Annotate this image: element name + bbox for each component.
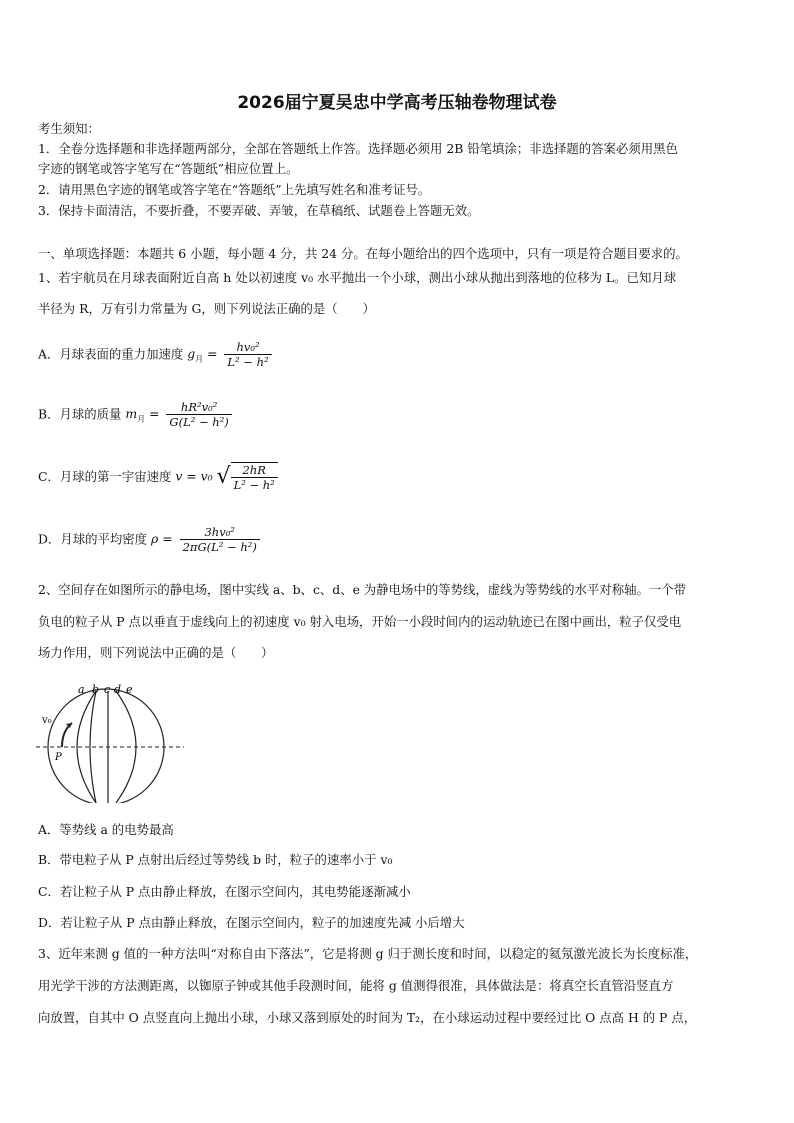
label-b: b <box>92 683 100 696</box>
q1-option-c-label: C．月球的第一宇宙速度 <box>38 469 172 484</box>
equipotential-line-d <box>116 691 136 803</box>
q2-stem-line-1: 2、空间存在如图所示的静电场，图中实线 a、b、c、d、e 为静电场中的等势线，虚线为等势线的水平对称轴。一个带 <box>38 582 687 597</box>
q1-option-b <box>38 400 232 429</box>
page-title: 2026届宁夏吴忠中学高考压轴卷物理试卷 <box>237 93 557 113</box>
q1-option-b-lhs: m <box>125 406 138 421</box>
notice-line-1: 1．全卷分选择题和非选择题两部分，全部在答题纸上作答。选择题必须用 2B 铅笔填涂；非选择题的答案必须用黑色 <box>38 141 678 156</box>
q2-option-d: D．若让粒子从 P 点由静止释放，在图示空间内，粒子的加速度先减 小后增大 <box>38 915 465 930</box>
q1-option-d-denominator: 2πG(L² − h²) <box>180 539 260 554</box>
q1-option-a-lhs: g <box>187 346 196 361</box>
q1-option-d-lhs: ρ = <box>151 531 173 546</box>
label-v0: v₀ <box>42 715 52 726</box>
q3-stem-line-1: 3、近年来测 g 值的一种方法叫“对称自由下落法”，它是将测 g 归于测长度和时间，以稳定的氦氖激光波长为长度标准， <box>38 946 698 961</box>
label-c: c <box>104 683 111 696</box>
q1-option-c-sqrt <box>217 462 278 492</box>
q1-option-a-denominator: L² − h² <box>224 354 271 369</box>
q2-option-c: C．若让粒子从 P 点由静止释放，在图示空间内，其电势能逐渐减小 <box>38 884 411 899</box>
q1-option-a-sub: 月 <box>195 354 204 364</box>
q3-stem-line-2: 用光学干涉的方法测距离，以铷原子钟或其他手段测时间，能将 g 值测得很准，具体做法是：将真空长直管沿竖直方 <box>38 978 674 993</box>
q1-option-b-label: B．月球的质量 <box>38 406 122 422</box>
q2-option-a: A．等势线 a 的电势最高 <box>38 822 174 837</box>
q2-stem-line-2: 负电的粒子从 P 点以垂直于虚线向上的初速度 v₀ 射入电场，开始一小段时间内的运动轨迹已在图中画出，粒子仅受电 <box>38 614 682 629</box>
q1-option-d-numerator: 3hv₀² <box>204 525 235 539</box>
q1-option-d-fraction <box>180 525 260 554</box>
q1-option-a-numerator: hv₀² <box>236 340 260 354</box>
q1-option-d-label: D．月球的平均密度 <box>38 531 148 547</box>
notice-line-4: 3．保持卡面清洁，不要折叠，不要弄破、弄皱，在草稿纸、试题卷上答题无效。 <box>38 203 480 218</box>
q1-option-c-denominator: L² − h² <box>231 477 278 492</box>
label-p: P <box>55 752 62 763</box>
notice-line-2: 字迹的钢笔或答字笔写在“答题纸”相应位置上。 <box>38 161 299 176</box>
label-a: a <box>78 683 85 696</box>
notice-heading: 考生须知： <box>38 121 100 136</box>
sqrt-icon: √ <box>216 464 231 489</box>
q2-stem-line-3: 场力作用，则下列说法中正确的是（ ） <box>38 645 274 660</box>
label-d: d <box>114 683 122 696</box>
q1-option-a-fraction <box>224 340 271 369</box>
label-e: e <box>126 683 133 696</box>
q1-option-d-formula <box>151 525 260 554</box>
section-heading: 一、单项选择题：本题共 6 小题，每小题 4 分，共 24 分。在每小题给出的四个选项中，只有一项是符合题目要求的。 <box>38 246 688 261</box>
equipotential-line-e <box>48 689 164 803</box>
q1-option-b-denominator: G(L² − h²) <box>166 414 231 429</box>
q2-option-b: B．带电粒子从 P 点射出后经过等势线 b 时，粒子的速率小于 v₀ <box>38 852 393 867</box>
q3-stem-line-3: 向放置，自其中 O 点竖直向上抛出小球，小球又落到原处的时间为 T₂，在小球运动过程中要经过比 O 点高 H 的 P 点， <box>38 1010 697 1025</box>
q1-option-b-sub: 月 <box>137 414 146 424</box>
equipotential-figure <box>36 683 186 803</box>
q1-option-a-formula: $g_月$ = $\frac{\text{hv₀²}}{\text{L² − h²}}$ <box>187 340 271 369</box>
q1-option-a <box>38 340 272 369</box>
q1-option-c-numerator: 2hR <box>242 463 266 477</box>
q1-stem-line-1: 1、若宇航员在月球表面附近自高 h 处以初速度 v₀ 水平抛出一个小球，测出小球从抛出到落地的位移为 L。已知月球 <box>38 270 677 285</box>
q1-option-b-formula: $m_月$ = $\frac{\text{hR²v₀²}}{\text{G(L² − h²)}}$ <box>125 400 231 429</box>
q1-option-b-numerator: hR²v₀² <box>180 400 218 414</box>
q1-option-d <box>38 525 260 554</box>
q1-stem-line-2: 半径为 R，万有引力常量为 G，则下列说法正确的是（ ） <box>38 301 375 316</box>
q1-option-c <box>38 462 278 492</box>
notice-line-3: 2．请用黑色字迹的钢笔或答字笔在“答题纸”上先填写姓名和准考证号。 <box>38 182 431 197</box>
q1-option-b-fraction <box>166 400 231 429</box>
q1-option-a-label: A．月球表面的重力加速度 <box>38 346 184 362</box>
q1-option-c-lhs: v = v₀ <box>175 468 213 484</box>
q1-option-c-formula <box>175 462 277 492</box>
